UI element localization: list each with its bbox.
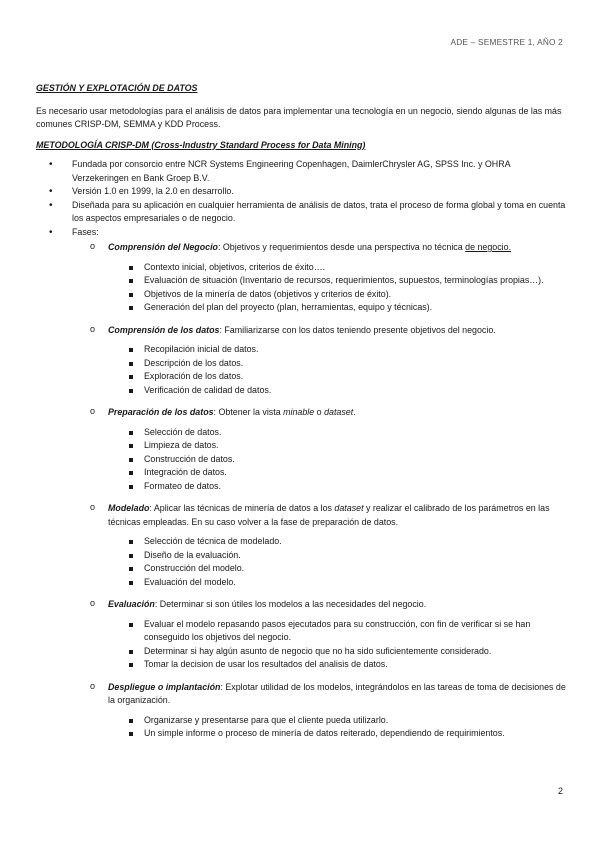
phase-description: : Obtener la vista xyxy=(213,407,284,417)
fases-label: Fases: xyxy=(72,226,99,237)
page-header: ADE – SEMESTRE 1, AÑO 2 xyxy=(450,37,563,47)
phase-description-underlined: de negocio. xyxy=(465,242,512,252)
phase-description: o xyxy=(314,407,325,417)
task-list xyxy=(108,618,566,672)
section-title: METODOLOGÍA CRISP-DM (Cross-Industry Standard Process for Data Mining) xyxy=(36,139,366,150)
phase-title: Preparación de los datos xyxy=(108,407,214,417)
list-item: Objetivos de la minería de datos (objetivos y criterios de éxito). xyxy=(108,288,566,302)
list-item: Exploración de los datos. xyxy=(108,370,566,384)
phase-list xyxy=(72,241,566,741)
page-number: 2 xyxy=(557,786,563,796)
list-item: Recopilación inicial de datos. xyxy=(108,343,566,357)
main-bullet-list xyxy=(36,158,566,741)
list-item: Construcción de datos. xyxy=(108,453,566,467)
document-body xyxy=(36,82,566,750)
phase-description: : Objetivos y requerimientos desde una perspectiva no técnica xyxy=(217,242,466,252)
phase-description-italic: dataset xyxy=(324,407,354,417)
list-item: • Versión 1.0 en 1999, la 2.0 en desarrollo. xyxy=(36,185,566,199)
list-item: Selección de datos. xyxy=(108,426,566,440)
phase-item xyxy=(72,598,566,672)
list-item: • Fundada por consorcio entre NCR Systems Engineering Copenhagen, DaimlerChrysler AG, SPSS Inc. y OHRA Verzekeringen en Bank Groep B.V. xyxy=(36,158,566,185)
list-item: Evaluar el modelo repasando pasos ejecutados para su construcción, con fin de verificar si se han conseguido los objetivos del negocio. xyxy=(108,618,566,645)
list-item: Descripción de los datos. xyxy=(108,357,566,371)
document-title: GESTIÓN Y EXPLOTACIÓN DE DATOS xyxy=(36,83,198,93)
task-list xyxy=(108,714,566,741)
list-item: Limpieza de datos. xyxy=(108,439,566,453)
list-item: Integración de datos. xyxy=(108,466,566,480)
list-item: Contexto inicial, objetivos, criterios de éxito…. xyxy=(108,261,566,275)
phase-item xyxy=(72,241,566,315)
phase-item xyxy=(72,502,566,589)
phase-title: Evaluación xyxy=(108,599,155,609)
list-item: Selección de técnica de modelado. xyxy=(108,535,566,549)
phase-description: y realizar el calibrado de los parámetros en las técnicas empleadas. En su caso volver a la fase de preparación de datos. xyxy=(108,503,550,527)
phase-description: : Familiarizarse con los datos teniendo presente objetivos del negocio. xyxy=(219,324,496,335)
task-list xyxy=(108,343,566,397)
phase-item xyxy=(72,406,566,493)
task-list xyxy=(108,261,566,315)
list-item: Evaluación de situación (Inventario de recursos, requerimientos, supuestos, terminologías propias…). xyxy=(108,274,566,288)
list-item: Verificación de calidad de datos. xyxy=(108,384,566,398)
task-list xyxy=(108,426,566,494)
phase-title: Despliegue o implantación xyxy=(108,681,221,692)
list-item-fases xyxy=(36,226,566,741)
phase-description: : Aplicar las técnicas de minería de datos a los xyxy=(149,503,335,513)
list-item: Evaluación del modelo. xyxy=(108,576,566,590)
phase-description: : Determinar si son útiles los modelos a las necesidades del negocio. xyxy=(154,599,427,609)
list-item: Un simple informe o proceso de minería de datos reiterado, dependiendo de requirimientos. xyxy=(108,727,566,741)
phase-item xyxy=(72,324,566,398)
list-item: Formateo de datos. xyxy=(108,480,566,494)
phase-title: Comprensión de los datos xyxy=(108,324,220,335)
phase-description-italic: dataset xyxy=(334,503,364,513)
intro-paragraph: Es necesario usar metodologías para el análisis de datos para implementar una tecnología en un negocio, siendo algunas de las más comunes CRISP-DM, SEMMA y KDD Process. xyxy=(36,105,562,129)
phase-description: : Explotar utilidad de los modelos, integrándolos en las tareas de toma de decisiones de la organización. xyxy=(108,681,566,705)
phase-description-italic: minable xyxy=(283,407,315,417)
list-item: Diseño de la evaluación. xyxy=(108,549,566,563)
phase-title: Modelado xyxy=(108,503,150,513)
list-item: Determinar si hay algún asunto de negocio que no ha sido suficientemente considerado. xyxy=(108,645,566,659)
list-item: • Diseñada para su aplicación en cualquier herramienta de análisis de datos, trata el proceso de forma global y toma en cuenta los aspectos empresariales o de negocio. xyxy=(36,199,566,226)
list-item: Organizarse y presentarse para que el cliente pueda utilizarlo. xyxy=(108,714,566,728)
list-item: Tomar la decision de usar los resultados del analisis de datos. xyxy=(108,658,566,672)
list-item: Generación del plan del proyecto (plan, herramientas, equipo y técnicas). xyxy=(108,301,566,315)
phase-item xyxy=(72,681,566,741)
phase-title: Comprensión del Negocio xyxy=(108,242,218,252)
list-item: Construcción del modelo. xyxy=(108,562,566,576)
phase-description: . xyxy=(353,407,356,417)
task-list xyxy=(108,535,566,589)
